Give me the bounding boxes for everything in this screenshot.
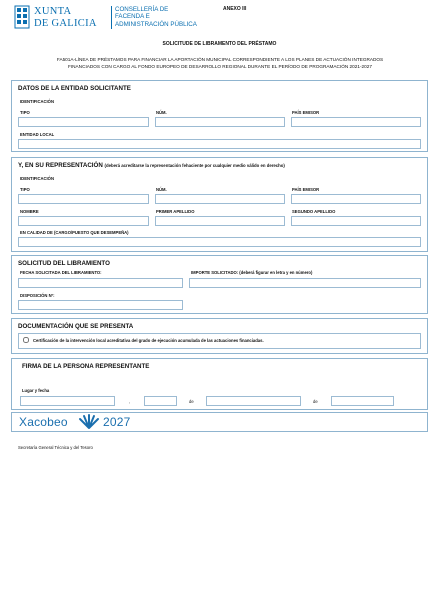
annex-label: ANEXO III bbox=[223, 6, 247, 12]
documentation-item1-checkbox[interactable] bbox=[23, 337, 29, 343]
signature-de-1: de bbox=[189, 399, 194, 404]
request-amount-field[interactable] bbox=[189, 278, 421, 288]
documentation-heading: DOCUMENTACIÓN QUE SE PRESENTA bbox=[18, 323, 134, 330]
rep-identification-label: IDENTIFICACIÓN bbox=[20, 176, 54, 181]
rep-country-label: PAÍS EMISOR bbox=[292, 187, 320, 192]
xunta-wordmark bbox=[34, 7, 97, 29]
rep-name-label: NOMBRE bbox=[20, 209, 39, 214]
dept-line2: FACENDA E bbox=[115, 13, 150, 21]
logo-divider bbox=[111, 6, 112, 29]
rep-surname2-field[interactable] bbox=[291, 216, 421, 226]
rep-surname1-field[interactable] bbox=[155, 216, 285, 226]
rep-surname1-label: PRIMER APELLIDO bbox=[156, 209, 195, 214]
xunta-emblem-icon bbox=[14, 5, 30, 29]
document-subtitle bbox=[30, 56, 410, 70]
entity-heading: DATOS DE LA ENTIDAD SOLICITANTE bbox=[18, 85, 131, 92]
request-provision-label: DISPOSICIÓN Nº: bbox=[20, 293, 55, 298]
representative-heading bbox=[18, 162, 285, 169]
department-name bbox=[115, 6, 197, 28]
rep-role-label: EN CALIDAD DE (CARGO/PUESTO QUE DESEMPEÑA) bbox=[20, 230, 129, 235]
signature-place-field[interactable] bbox=[20, 396, 115, 406]
signature-section bbox=[11, 358, 428, 410]
entity-identification-label: IDENTIFICACIÓN bbox=[20, 99, 54, 104]
entity-name-field[interactable] bbox=[18, 139, 421, 149]
xacobeo-text: Xacobeo bbox=[19, 415, 68, 429]
rep-num-label: NÚM. bbox=[156, 187, 167, 192]
signature-month-field[interactable] bbox=[206, 396, 301, 406]
subtitle-line1: FA501A-LÍNEA DE PRÉSTAMOS PARA FINANCIAR LA APORTACIÓN MUNICIPAL CORRESPONDIENTE A LOS PLANES DE ACTUACIÓN INTEGRADOS bbox=[56, 57, 384, 62]
signature-year-field[interactable] bbox=[331, 396, 394, 406]
request-heading: SOLICITUD DEL LIBRAMIENTO bbox=[18, 260, 110, 267]
xacobeo-band bbox=[11, 412, 428, 432]
entity-type-field[interactable] bbox=[18, 117, 149, 127]
rep-country-field[interactable] bbox=[291, 194, 421, 204]
entity-country-label: PAÍS EMISOR bbox=[292, 110, 320, 115]
logo-line1: XUNTA bbox=[34, 6, 72, 17]
scallop-shell-icon bbox=[78, 414, 100, 430]
entity-name-label: ENTIDAD LOCAL bbox=[20, 132, 55, 137]
representative-section bbox=[11, 157, 428, 252]
dept-line3: ADMINISTRACIÓN PÚBLICA bbox=[115, 20, 197, 28]
footer-secretary: Secretaría General Técnica y del Tesoro bbox=[18, 445, 93, 450]
request-date-label: FECHA SOLICITADA DEL LIBRAMIENTO: bbox=[20, 270, 102, 275]
request-section bbox=[11, 255, 428, 314]
request-date-field[interactable] bbox=[18, 278, 183, 288]
request-amount-label: IMPORTE SOLICITADO: (deberá figurar en letra y en número) bbox=[191, 270, 313, 275]
documentation-section bbox=[11, 318, 428, 354]
documentation-item1-text: Certificación de la intervención local acreditativa del grado de ejecución acumulada de las actuaciones financiadas. bbox=[33, 338, 264, 343]
entity-num-label: NÚM. bbox=[156, 110, 167, 115]
logo-line2: DE GALICIA bbox=[34, 18, 97, 29]
documentation-item-row bbox=[18, 333, 421, 349]
xunta-logo bbox=[14, 5, 204, 31]
signature-heading: FIRMA DE LA PERSONA REPRESENTANTE bbox=[22, 363, 150, 370]
rep-type-field[interactable] bbox=[18, 194, 149, 204]
signature-place-date-label: Lugar y fecha bbox=[22, 388, 50, 393]
signature-comma: , bbox=[129, 399, 131, 404]
rep-name-field[interactable] bbox=[18, 216, 149, 226]
rep-type-label: TIPO bbox=[20, 187, 30, 192]
entity-num-field[interactable] bbox=[155, 117, 285, 127]
signature-day-field[interactable] bbox=[144, 396, 177, 406]
entity-type-label: TIPO bbox=[20, 110, 30, 115]
entity-country-field[interactable] bbox=[291, 117, 421, 127]
rep-surname2-label: SEGUNDO APELLIDO bbox=[292, 209, 336, 214]
dept-line1: CONSELLERÍA DE bbox=[115, 6, 169, 13]
rep-num-field[interactable] bbox=[155, 194, 285, 204]
representative-heading-text: Y, EN SU REPRESENTACIÓN bbox=[18, 162, 103, 169]
xacobeo-year: 2027 bbox=[103, 415, 131, 429]
signature-de-2: de bbox=[313, 399, 318, 404]
rep-role-field[interactable] bbox=[18, 237, 421, 247]
representative-heading-note: (deberá acreditarse la representación fehaciente por cualquier medio válido en derecho) bbox=[104, 163, 285, 168]
entity-section bbox=[11, 80, 428, 152]
document-title: SOLICITUDE DE LIBRAMENTO DEL PRÉSTAMO bbox=[162, 41, 277, 47]
xacobeo-logo bbox=[19, 415, 131, 429]
subtitle-line2: FINANCIADOS CON CARGO AL FONDO EUROPEO DE DESARROLLO REGIONAL DURANTE EL PERÍODO DE PROGRAMACIÓN 2021-2027 bbox=[68, 64, 372, 69]
request-provision-field[interactable] bbox=[18, 300, 183, 310]
